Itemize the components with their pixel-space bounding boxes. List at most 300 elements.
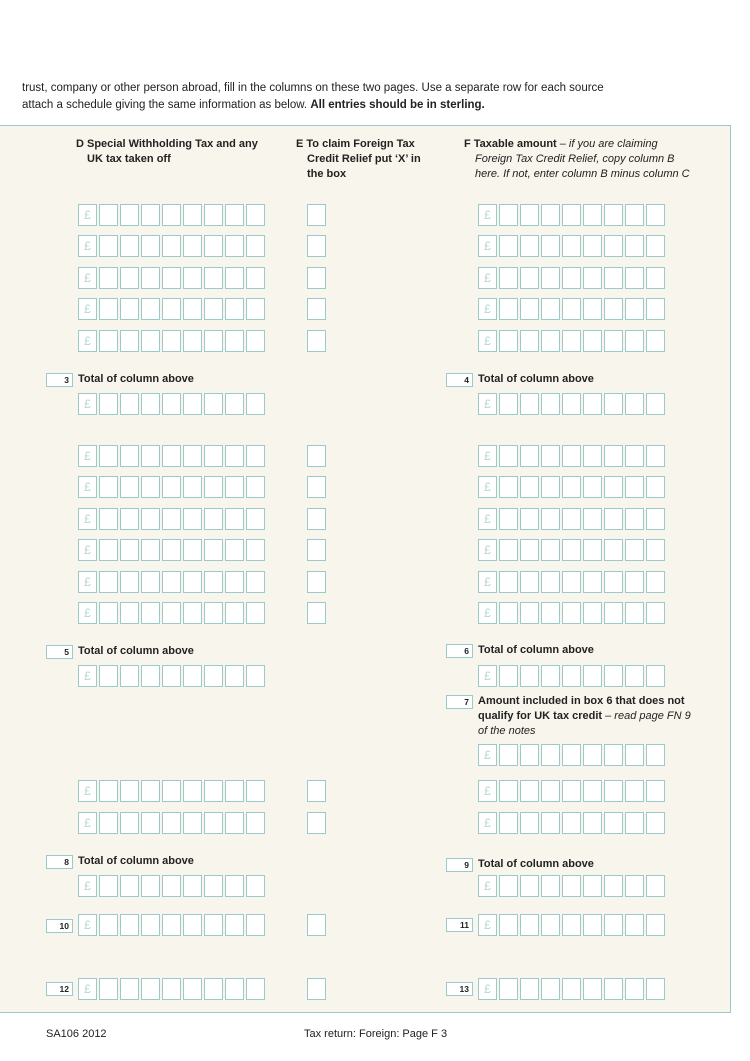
digit-cell[interactable] xyxy=(225,204,244,226)
digit-cell[interactable] xyxy=(99,235,118,257)
column-d-amount[interactable] xyxy=(78,330,267,352)
digit-cell[interactable] xyxy=(120,539,139,561)
digit-cell[interactable] xyxy=(99,298,118,320)
digit-cell[interactable] xyxy=(499,875,518,897)
foreign-tax-credit-checkbox[interactable] xyxy=(307,602,326,624)
digit-cell[interactable] xyxy=(604,571,623,593)
column-f-amount[interactable] xyxy=(478,204,667,226)
digit-cell[interactable] xyxy=(225,914,244,936)
digit-cell[interactable] xyxy=(204,445,223,467)
digit-cell[interactable] xyxy=(225,571,244,593)
digit-cell[interactable] xyxy=(520,812,539,834)
digit-cell[interactable] xyxy=(541,602,560,624)
digit-cell[interactable] xyxy=(541,571,560,593)
digit-cell[interactable] xyxy=(562,204,581,226)
digit-cell[interactable] xyxy=(183,330,202,352)
digit-cell[interactable] xyxy=(520,571,539,593)
digit-cell[interactable] xyxy=(120,330,139,352)
box-7-amount[interactable] xyxy=(478,744,667,766)
digit-cell[interactable] xyxy=(520,978,539,1000)
digit-cell[interactable] xyxy=(541,393,560,415)
column-f-amount[interactable] xyxy=(478,445,667,467)
digit-cell[interactable] xyxy=(183,539,202,561)
foreign-tax-credit-checkbox[interactable] xyxy=(307,298,326,320)
digit-cell[interactable] xyxy=(141,267,160,289)
digit-cell[interactable] xyxy=(162,476,181,498)
digit-cell[interactable] xyxy=(246,914,265,936)
digit-cell[interactable] xyxy=(520,298,539,320)
digit-cell[interactable] xyxy=(562,393,581,415)
digit-cell[interactable] xyxy=(541,508,560,530)
digit-cell[interactable] xyxy=(499,298,518,320)
digit-cell[interactable] xyxy=(541,780,560,802)
total-box-4[interactable] xyxy=(478,393,667,415)
digit-cell[interactable] xyxy=(541,330,560,352)
digit-cell[interactable] xyxy=(583,978,602,1000)
digit-cell[interactable] xyxy=(646,267,665,289)
digit-cell[interactable] xyxy=(583,875,602,897)
digit-cell[interactable] xyxy=(183,571,202,593)
digit-cell[interactable] xyxy=(646,445,665,467)
digit-cell[interactable] xyxy=(183,914,202,936)
digit-cell[interactable] xyxy=(141,602,160,624)
digit-cell[interactable] xyxy=(520,744,539,766)
digit-cell[interactable] xyxy=(541,875,560,897)
digit-cell[interactable] xyxy=(562,875,581,897)
foreign-tax-credit-checkbox[interactable] xyxy=(307,476,326,498)
digit-cell[interactable] xyxy=(499,539,518,561)
digit-cell[interactable] xyxy=(120,914,139,936)
digit-cell[interactable] xyxy=(625,445,644,467)
digit-cell[interactable] xyxy=(120,445,139,467)
digit-cell[interactable] xyxy=(141,298,160,320)
digit-cell[interactable] xyxy=(162,571,181,593)
digit-cell[interactable] xyxy=(183,508,202,530)
digit-cell[interactable] xyxy=(204,330,223,352)
digit-cell[interactable] xyxy=(646,978,665,1000)
digit-cell[interactable] xyxy=(520,476,539,498)
digit-cell[interactable] xyxy=(162,812,181,834)
digit-cell[interactable] xyxy=(162,298,181,320)
digit-cell[interactable] xyxy=(562,812,581,834)
digit-cell[interactable] xyxy=(162,235,181,257)
digit-cell[interactable] xyxy=(141,508,160,530)
digit-cell[interactable] xyxy=(141,204,160,226)
digit-cell[interactable] xyxy=(625,235,644,257)
digit-cell[interactable] xyxy=(604,508,623,530)
column-f-amount[interactable] xyxy=(478,508,667,530)
digit-cell[interactable] xyxy=(625,875,644,897)
digit-cell[interactable] xyxy=(499,393,518,415)
digit-cell[interactable] xyxy=(562,744,581,766)
digit-cell[interactable] xyxy=(583,204,602,226)
digit-cell[interactable] xyxy=(204,393,223,415)
digit-cell[interactable] xyxy=(120,602,139,624)
digit-cell[interactable] xyxy=(562,235,581,257)
digit-cell[interactable] xyxy=(541,235,560,257)
digit-cell[interactable] xyxy=(562,602,581,624)
digit-cell[interactable] xyxy=(162,204,181,226)
digit-cell[interactable] xyxy=(225,780,244,802)
digit-cell[interactable] xyxy=(604,780,623,802)
digit-cell[interactable] xyxy=(499,571,518,593)
digit-cell[interactable] xyxy=(499,978,518,1000)
box-13-amount[interactable] xyxy=(478,978,667,1000)
digit-cell[interactable] xyxy=(162,780,181,802)
digit-cell[interactable] xyxy=(99,330,118,352)
digit-cell[interactable] xyxy=(646,571,665,593)
digit-cell[interactable] xyxy=(541,267,560,289)
column-d-amount[interactable] xyxy=(78,445,267,467)
digit-cell[interactable] xyxy=(520,267,539,289)
digit-cell[interactable] xyxy=(246,235,265,257)
digit-cell[interactable] xyxy=(646,539,665,561)
digit-cell[interactable] xyxy=(520,875,539,897)
digit-cell[interactable] xyxy=(204,508,223,530)
digit-cell[interactable] xyxy=(204,780,223,802)
digit-cell[interactable] xyxy=(604,665,623,687)
column-d-amount[interactable] xyxy=(78,204,267,226)
digit-cell[interactable] xyxy=(625,393,644,415)
foreign-tax-credit-checkbox[interactable] xyxy=(307,445,326,467)
total-box-9[interactable] xyxy=(478,875,667,897)
digit-cell[interactable] xyxy=(141,445,160,467)
digit-cell[interactable] xyxy=(625,330,644,352)
digit-cell[interactable] xyxy=(520,445,539,467)
digit-cell[interactable] xyxy=(499,602,518,624)
digit-cell[interactable] xyxy=(562,445,581,467)
digit-cell[interactable] xyxy=(562,330,581,352)
digit-cell[interactable] xyxy=(625,476,644,498)
foreign-tax-credit-checkbox[interactable] xyxy=(307,508,326,530)
digit-cell[interactable] xyxy=(225,602,244,624)
digit-cell[interactable] xyxy=(625,508,644,530)
digit-cell[interactable] xyxy=(204,539,223,561)
digit-cell[interactable] xyxy=(625,267,644,289)
digit-cell[interactable] xyxy=(583,476,602,498)
digit-cell[interactable] xyxy=(520,330,539,352)
digit-cell[interactable] xyxy=(162,875,181,897)
digit-cell[interactable] xyxy=(625,539,644,561)
digit-cell[interactable] xyxy=(583,812,602,834)
digit-cell[interactable] xyxy=(141,914,160,936)
digit-cell[interactable] xyxy=(99,445,118,467)
digit-cell[interactable] xyxy=(99,267,118,289)
column-f-amount[interactable] xyxy=(478,235,667,257)
digit-cell[interactable] xyxy=(246,204,265,226)
digit-cell[interactable] xyxy=(120,665,139,687)
digit-cell[interactable] xyxy=(99,875,118,897)
digit-cell[interactable] xyxy=(625,914,644,936)
digit-cell[interactable] xyxy=(246,330,265,352)
digit-cell[interactable] xyxy=(183,445,202,467)
digit-cell[interactable] xyxy=(604,602,623,624)
column-d-amount[interactable] xyxy=(78,780,267,802)
digit-cell[interactable] xyxy=(541,445,560,467)
column-f-amount[interactable] xyxy=(478,267,667,289)
digit-cell[interactable] xyxy=(120,812,139,834)
digit-cell[interactable] xyxy=(520,665,539,687)
digit-cell[interactable] xyxy=(225,330,244,352)
digit-cell[interactable] xyxy=(625,298,644,320)
digit-cell[interactable] xyxy=(541,978,560,1000)
digit-cell[interactable] xyxy=(162,978,181,1000)
digit-cell[interactable] xyxy=(562,780,581,802)
digit-cell[interactable] xyxy=(162,539,181,561)
digit-cell[interactable] xyxy=(141,665,160,687)
box-10-amount[interactable] xyxy=(78,914,267,936)
box-12-amount[interactable] xyxy=(78,978,267,1000)
digit-cell[interactable] xyxy=(520,914,539,936)
digit-cell[interactable] xyxy=(162,445,181,467)
digit-cell[interactable] xyxy=(499,665,518,687)
digit-cell[interactable] xyxy=(225,298,244,320)
digit-cell[interactable] xyxy=(562,665,581,687)
digit-cell[interactable] xyxy=(246,267,265,289)
foreign-tax-credit-checkbox[interactable] xyxy=(307,267,326,289)
digit-cell[interactable] xyxy=(604,235,623,257)
digit-cell[interactable] xyxy=(162,267,181,289)
digit-cell[interactable] xyxy=(499,744,518,766)
digit-cell[interactable] xyxy=(646,330,665,352)
digit-cell[interactable] xyxy=(625,602,644,624)
digit-cell[interactable] xyxy=(562,539,581,561)
digit-cell[interactable] xyxy=(246,780,265,802)
column-d-amount[interactable] xyxy=(78,602,267,624)
digit-cell[interactable] xyxy=(99,978,118,1000)
digit-cell[interactable] xyxy=(583,298,602,320)
foreign-tax-credit-checkbox[interactable] xyxy=(307,914,326,936)
digit-cell[interactable] xyxy=(499,267,518,289)
digit-cell[interactable] xyxy=(541,914,560,936)
digit-cell[interactable] xyxy=(562,267,581,289)
digit-cell[interactable] xyxy=(604,539,623,561)
digit-cell[interactable] xyxy=(162,330,181,352)
digit-cell[interactable] xyxy=(204,235,223,257)
digit-cell[interactable] xyxy=(541,476,560,498)
digit-cell[interactable] xyxy=(562,298,581,320)
column-d-amount[interactable] xyxy=(78,571,267,593)
digit-cell[interactable] xyxy=(604,875,623,897)
digit-cell[interactable] xyxy=(225,812,244,834)
digit-cell[interactable] xyxy=(499,812,518,834)
digit-cell[interactable] xyxy=(183,476,202,498)
digit-cell[interactable] xyxy=(246,875,265,897)
box-11-amount[interactable] xyxy=(478,914,667,936)
digit-cell[interactable] xyxy=(99,812,118,834)
digit-cell[interactable] xyxy=(583,914,602,936)
digit-cell[interactable] xyxy=(120,393,139,415)
column-d-amount[interactable] xyxy=(78,267,267,289)
digit-cell[interactable] xyxy=(541,539,560,561)
digit-cell[interactable] xyxy=(120,508,139,530)
digit-cell[interactable] xyxy=(183,780,202,802)
digit-cell[interactable] xyxy=(541,744,560,766)
total-box-3[interactable] xyxy=(78,393,267,415)
digit-cell[interactable] xyxy=(646,393,665,415)
digit-cell[interactable] xyxy=(604,978,623,1000)
digit-cell[interactable] xyxy=(583,267,602,289)
digit-cell[interactable] xyxy=(183,393,202,415)
digit-cell[interactable] xyxy=(225,875,244,897)
digit-cell[interactable] xyxy=(204,812,223,834)
digit-cell[interactable] xyxy=(604,812,623,834)
digit-cell[interactable] xyxy=(562,476,581,498)
digit-cell[interactable] xyxy=(99,508,118,530)
digit-cell[interactable] xyxy=(225,445,244,467)
digit-cell[interactable] xyxy=(183,665,202,687)
digit-cell[interactable] xyxy=(183,204,202,226)
digit-cell[interactable] xyxy=(604,476,623,498)
digit-cell[interactable] xyxy=(562,978,581,1000)
digit-cell[interactable] xyxy=(246,812,265,834)
digit-cell[interactable] xyxy=(625,744,644,766)
digit-cell[interactable] xyxy=(541,812,560,834)
digit-cell[interactable] xyxy=(141,571,160,593)
digit-cell[interactable] xyxy=(141,476,160,498)
digit-cell[interactable] xyxy=(625,665,644,687)
digit-cell[interactable] xyxy=(183,267,202,289)
digit-cell[interactable] xyxy=(625,812,644,834)
digit-cell[interactable] xyxy=(604,204,623,226)
digit-cell[interactable] xyxy=(120,298,139,320)
foreign-tax-credit-checkbox[interactable] xyxy=(307,204,326,226)
digit-cell[interactable] xyxy=(604,914,623,936)
digit-cell[interactable] xyxy=(225,508,244,530)
digit-cell[interactable] xyxy=(204,875,223,897)
digit-cell[interactable] xyxy=(204,204,223,226)
digit-cell[interactable] xyxy=(520,508,539,530)
digit-cell[interactable] xyxy=(183,235,202,257)
digit-cell[interactable] xyxy=(646,602,665,624)
digit-cell[interactable] xyxy=(562,914,581,936)
digit-cell[interactable] xyxy=(583,539,602,561)
digit-cell[interactable] xyxy=(99,539,118,561)
digit-cell[interactable] xyxy=(246,476,265,498)
digit-cell[interactable] xyxy=(183,602,202,624)
digit-cell[interactable] xyxy=(120,780,139,802)
digit-cell[interactable] xyxy=(646,204,665,226)
digit-cell[interactable] xyxy=(183,812,202,834)
digit-cell[interactable] xyxy=(99,476,118,498)
digit-cell[interactable] xyxy=(499,330,518,352)
foreign-tax-credit-checkbox[interactable] xyxy=(307,330,326,352)
digit-cell[interactable] xyxy=(120,571,139,593)
digit-cell[interactable] xyxy=(204,914,223,936)
digit-cell[interactable] xyxy=(583,235,602,257)
digit-cell[interactable] xyxy=(499,235,518,257)
digit-cell[interactable] xyxy=(204,665,223,687)
digit-cell[interactable] xyxy=(141,875,160,897)
digit-cell[interactable] xyxy=(120,267,139,289)
foreign-tax-credit-checkbox[interactable] xyxy=(307,780,326,802)
digit-cell[interactable] xyxy=(99,204,118,226)
digit-cell[interactable] xyxy=(225,476,244,498)
digit-cell[interactable] xyxy=(499,204,518,226)
digit-cell[interactable] xyxy=(583,602,602,624)
digit-cell[interactable] xyxy=(225,978,244,1000)
digit-cell[interactable] xyxy=(604,744,623,766)
digit-cell[interactable] xyxy=(520,780,539,802)
column-f-amount[interactable] xyxy=(478,298,667,320)
digit-cell[interactable] xyxy=(246,571,265,593)
digit-cell[interactable] xyxy=(120,204,139,226)
digit-cell[interactable] xyxy=(646,914,665,936)
digit-cell[interactable] xyxy=(183,298,202,320)
digit-cell[interactable] xyxy=(520,539,539,561)
column-f-amount[interactable] xyxy=(478,602,667,624)
column-f-amount[interactable] xyxy=(478,330,667,352)
digit-cell[interactable] xyxy=(99,602,118,624)
digit-cell[interactable] xyxy=(625,204,644,226)
digit-cell[interactable] xyxy=(583,330,602,352)
digit-cell[interactable] xyxy=(604,330,623,352)
digit-cell[interactable] xyxy=(141,235,160,257)
column-d-amount[interactable] xyxy=(78,508,267,530)
digit-cell[interactable] xyxy=(562,508,581,530)
digit-cell[interactable] xyxy=(541,298,560,320)
foreign-tax-credit-checkbox[interactable] xyxy=(307,978,326,1000)
digit-cell[interactable] xyxy=(246,978,265,1000)
digit-cell[interactable] xyxy=(583,780,602,802)
digit-cell[interactable] xyxy=(183,875,202,897)
foreign-tax-credit-checkbox[interactable] xyxy=(307,539,326,561)
digit-cell[interactable] xyxy=(246,298,265,320)
digit-cell[interactable] xyxy=(141,812,160,834)
digit-cell[interactable] xyxy=(204,267,223,289)
digit-cell[interactable] xyxy=(604,445,623,467)
foreign-tax-credit-checkbox[interactable] xyxy=(307,235,326,257)
column-d-amount[interactable] xyxy=(78,476,267,498)
digit-cell[interactable] xyxy=(246,393,265,415)
digit-cell[interactable] xyxy=(625,780,644,802)
digit-cell[interactable] xyxy=(499,508,518,530)
digit-cell[interactable] xyxy=(162,602,181,624)
digit-cell[interactable] xyxy=(625,571,644,593)
digit-cell[interactable] xyxy=(162,665,181,687)
digit-cell[interactable] xyxy=(162,914,181,936)
digit-cell[interactable] xyxy=(646,235,665,257)
digit-cell[interactable] xyxy=(99,780,118,802)
digit-cell[interactable] xyxy=(520,602,539,624)
digit-cell[interactable] xyxy=(225,393,244,415)
digit-cell[interactable] xyxy=(646,812,665,834)
digit-cell[interactable] xyxy=(583,393,602,415)
digit-cell[interactable] xyxy=(120,235,139,257)
digit-cell[interactable] xyxy=(246,665,265,687)
column-d-amount[interactable] xyxy=(78,539,267,561)
digit-cell[interactable] xyxy=(204,978,223,1000)
column-f-amount[interactable] xyxy=(478,812,667,834)
digit-cell[interactable] xyxy=(225,539,244,561)
digit-cell[interactable] xyxy=(141,393,160,415)
digit-cell[interactable] xyxy=(583,665,602,687)
digit-cell[interactable] xyxy=(246,602,265,624)
digit-cell[interactable] xyxy=(141,978,160,1000)
digit-cell[interactable] xyxy=(625,978,644,1000)
digit-cell[interactable] xyxy=(604,393,623,415)
column-d-amount[interactable] xyxy=(78,235,267,257)
digit-cell[interactable] xyxy=(204,571,223,593)
digit-cell[interactable] xyxy=(583,445,602,467)
digit-cell[interactable] xyxy=(99,393,118,415)
digit-cell[interactable] xyxy=(246,539,265,561)
digit-cell[interactable] xyxy=(99,914,118,936)
digit-cell[interactable] xyxy=(499,780,518,802)
digit-cell[interactable] xyxy=(183,978,202,1000)
digit-cell[interactable] xyxy=(141,539,160,561)
total-box-6[interactable] xyxy=(478,665,667,687)
